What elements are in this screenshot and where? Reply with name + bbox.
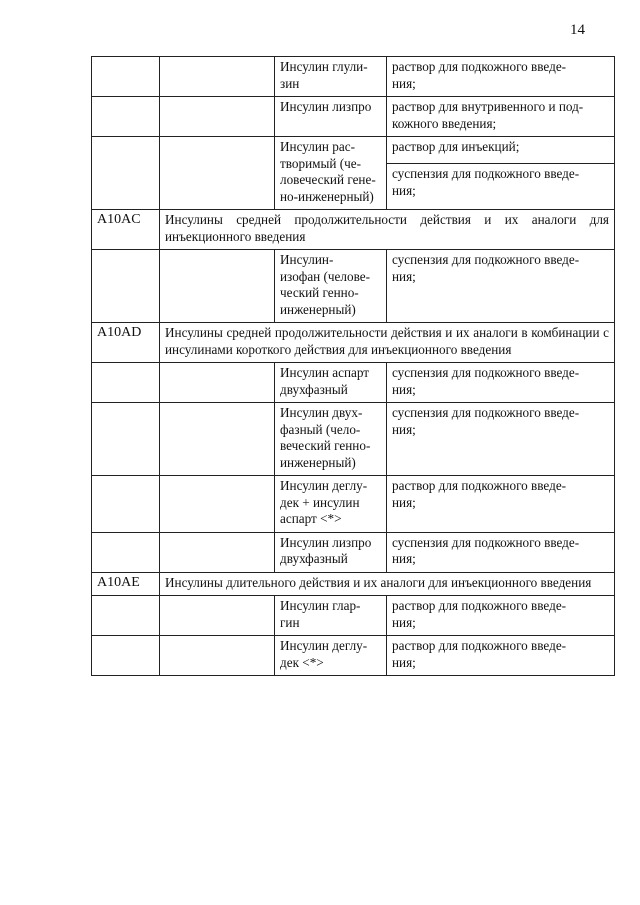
group-name-cell [160, 363, 275, 403]
atc-code-cell: A10AE [92, 572, 160, 596]
dosage-form-cell: раствор для подкожного введе- ния; [387, 636, 615, 676]
atc-code-cell: A10AD [92, 323, 160, 363]
drug-row [92, 636, 615, 676]
drug-name-cell: Инсулин деглу- дек + инсулин аспарт <*> [275, 476, 387, 533]
group-name-cell [160, 97, 275, 137]
medication-table [91, 56, 615, 676]
drug-row [92, 532, 615, 572]
group-name-cell [160, 476, 275, 533]
drug-row [92, 596, 615, 636]
group-name-cell [160, 250, 275, 323]
dosage-form-cell: суспензия для подкожного введе- ния; [387, 164, 615, 210]
atc-code-cell [92, 137, 160, 210]
group-name-cell [160, 636, 275, 676]
drug-name-cell: Инсулин рас- творимый (че- ловеческий гене- но-инженерный) [275, 137, 387, 210]
drug-row [92, 476, 615, 533]
dosage-form-cell: суспензия для подкожного введе- ния; [387, 363, 615, 403]
atc-code-cell [92, 596, 160, 636]
dosage-form-cell: раствор для инъекций; [387, 137, 615, 164]
group-row [92, 323, 615, 363]
dosage-form-cell: раствор для подкожного введе- ния; [387, 57, 615, 97]
page-number: 14 [570, 22, 585, 38]
atc-code-cell [92, 476, 160, 533]
atc-code-cell [92, 403, 160, 476]
drug-name-cell: Инсулин двух- фазный (чело- веческий генно- инженерный) [275, 403, 387, 476]
drug-row [92, 363, 615, 403]
drug-name-cell: Инсулин- изофан (челове- ческий генно- инженерный) [275, 250, 387, 323]
drug-name-cell: Инсулин лизпро [275, 97, 387, 137]
drug-row [92, 250, 615, 323]
group-row [92, 572, 615, 596]
group-name-cell [160, 532, 275, 572]
group-name-cell [160, 403, 275, 476]
group-name-cell: Инсулины длительного действия и их аналоги для инъекционного введения [160, 572, 615, 596]
group-name-cell: Инсулины средней продолжительности действия и их аналоги в комбинации с инсулинами короткого действия для инъекционного введения [160, 323, 615, 363]
atc-code-cell [92, 57, 160, 97]
atc-code-cell [92, 97, 160, 137]
dosage-form-cell: раствор для внутривенного и под- кожного введения; [387, 97, 615, 137]
group-name-cell [160, 596, 275, 636]
drug-row [92, 403, 615, 476]
medication-table-body [92, 57, 615, 676]
dosage-form-cell: суспензия для подкожного введе- ния; [387, 532, 615, 572]
dosage-form-cell: раствор для подкожного введе- ния; [387, 476, 615, 533]
drug-row [92, 57, 615, 97]
dosage-form-cell: раствор для подкожного введе- ния; [387, 596, 615, 636]
group-name-cell [160, 57, 275, 97]
drug-row [92, 137, 615, 164]
drug-name-cell: Инсулин деглу- дек <*> [275, 636, 387, 676]
drug-row [92, 97, 615, 137]
drug-name-cell: Инсулин аспарт двухфазный [275, 363, 387, 403]
atc-code-cell [92, 532, 160, 572]
atc-code-cell [92, 250, 160, 323]
drug-name-cell: Инсулин глар- гин [275, 596, 387, 636]
group-name-cell: Инсулины средней продолжительности действия и их аналоги для инъекционного введения [160, 210, 615, 250]
drug-name-cell: Инсулин глули- зин [275, 57, 387, 97]
atc-code-cell [92, 363, 160, 403]
atc-code-cell: A10AC [92, 210, 160, 250]
group-row [92, 210, 615, 250]
group-name-cell [160, 137, 275, 210]
dosage-form-cell: суспензия для подкожного введе- ния; [387, 250, 615, 323]
atc-code-cell [92, 636, 160, 676]
dosage-form-cell: суспензия для подкожного введе- ния; [387, 403, 615, 476]
drug-name-cell: Инсулин лизпро двухфазный [275, 532, 387, 572]
